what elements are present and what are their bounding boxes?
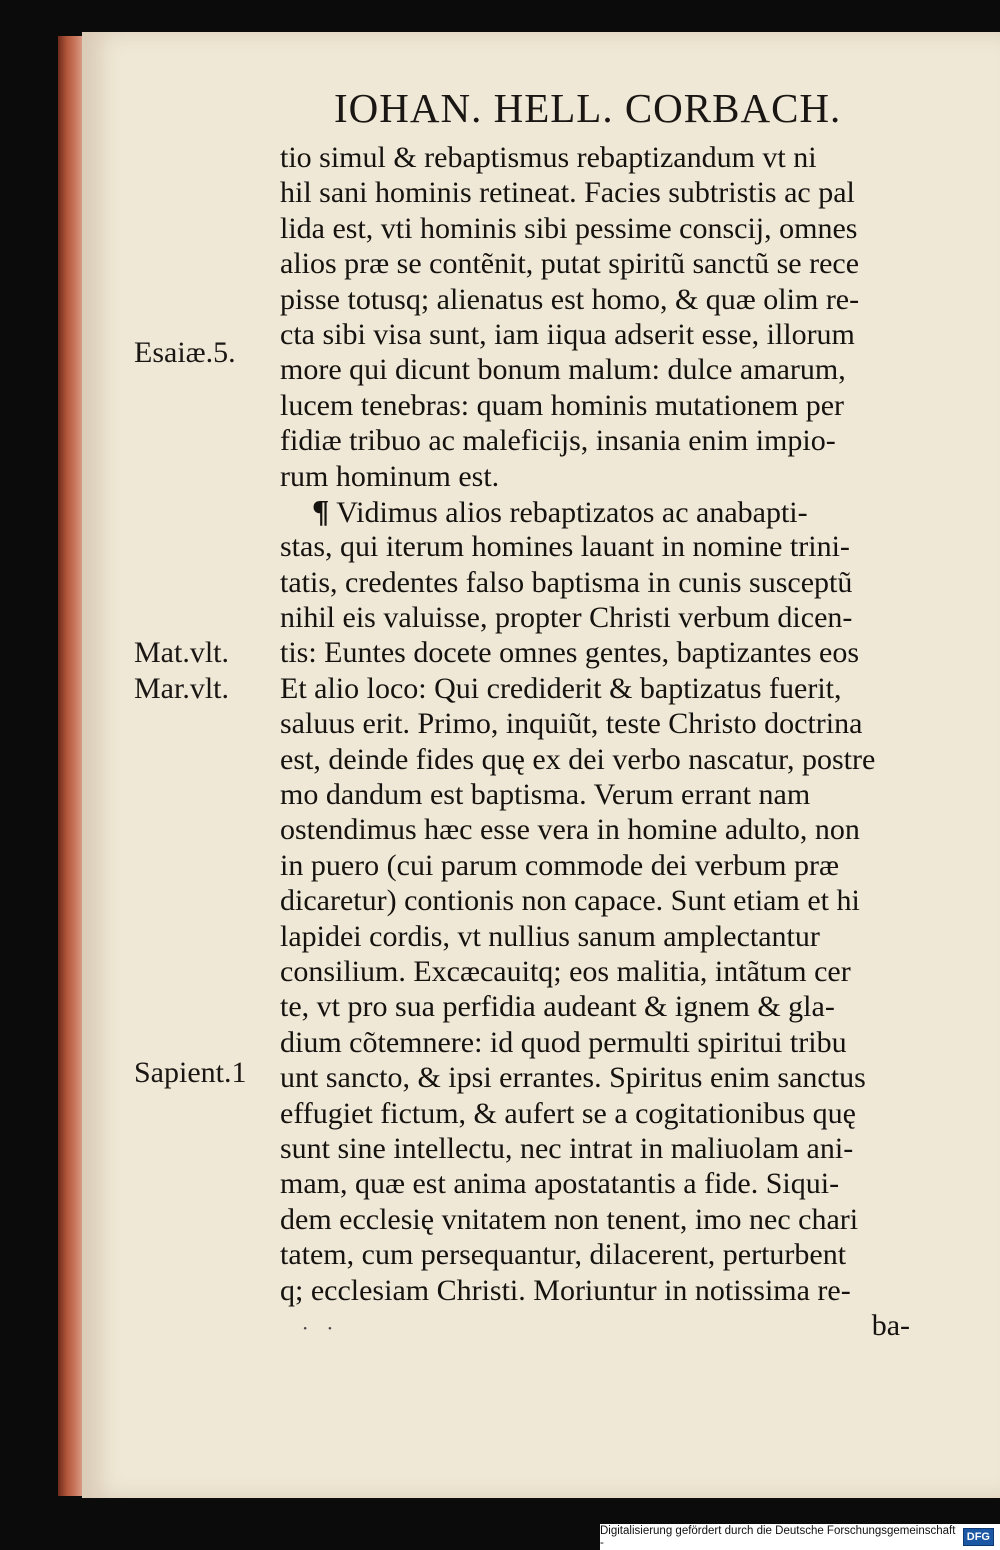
text-line: dium cõtemnere: id quod permulti spiritui tribu [280, 1025, 847, 1059]
text-line: lida est, vti hominis sibi pessime conscij, omnes [280, 211, 858, 245]
footer-bar [600, 1524, 1000, 1550]
text-line: tatis, credentes falso baptisma in cunis susceptũ [280, 565, 853, 599]
text-line: dicaretur) contionis non capace. Sunt etiam et hi [280, 884, 860, 918]
body-text [280, 140, 940, 1343]
text-line: hil sani hominis retineat. Facies subtristis ac pal [280, 176, 855, 210]
text-line: est, deinde fides quę ex dei verbo nascatur, postre [280, 742, 876, 776]
text-line: te, vt pro sua perfidia audeant & ignem & gla- [280, 990, 835, 1024]
text-line-paragraph-start [280, 494, 940, 529]
text-line: cta sibi visa sunt, iam iiqua adserit esse, illorum [280, 317, 855, 351]
margin-note-mat: Mat.vlt. [134, 636, 229, 669]
text-line: sunt sine intellectu, nec intrat in maliuolam ani- [280, 1131, 854, 1165]
text-line: mam, quæ est anima apostatantis a fide. Siqui- [280, 1167, 840, 1201]
text-line: more qui dicunt bonum malum: dulce amarum, [280, 353, 846, 387]
text-line: unt sancto, & ipsi errantes. Spiritus enim sanctus [280, 1061, 866, 1095]
catchword: ba- [871, 1308, 910, 1342]
text-line: alios præ se contẽnit, putat spiritũ sanctũ se rece [280, 247, 860, 281]
text-line: lapidei cordis, vt nullius sanum amplectantur [280, 919, 820, 953]
text-line: q; ecclesiam Christi. Moriuntur in notissima re- [280, 1273, 851, 1307]
text-line: mo dandum est baptisma. Verum errant nam [280, 778, 811, 812]
funding-credit: Digitalisierung gefördert durch die Deutsche Forschungsgemeinschaft - [600, 1525, 956, 1549]
text-line: dem ecclesię vnitatem non tenent, imo nec chari [280, 1202, 859, 1236]
text-line: tis: Euntes docete omnes gentes, baptizantes eos [280, 636, 860, 670]
text-line: lucem tenebras: quam hominis mutationem per [280, 388, 845, 422]
margin-note-esaiae: Esaiæ.5. [134, 336, 236, 369]
text-line: nihil eis valuisse, propter Christi verbum dicen- [280, 601, 853, 635]
text-line: ostendimus hæc esse vera in homine adulto, non [280, 813, 860, 847]
margin-note-sapient: Sapient.1 [134, 1056, 247, 1089]
text-line: tio simul & rebaptismus rebaptizandum vt ni [280, 141, 817, 174]
text-line: pisse totusq; alienatus est homo, & quæ olim re- [280, 282, 860, 316]
text-line: Et alio loco: Qui crediderit & baptizatus fuerit, [280, 671, 842, 705]
text-line: consilium. Excæcauitq; eos malitia, intãtum cer [280, 954, 851, 988]
text-line: saluus erit. Primo, inquiũt, teste Christo doctrina [280, 707, 863, 741]
text-line: tatem, cum persequantur, dilacerent, perturbent [280, 1238, 847, 1272]
text-line: rum hominum est. [280, 459, 500, 493]
dfg-logo-icon[interactable]: DFG [963, 1528, 994, 1546]
signature-dots: · · [302, 1316, 340, 1340]
text-line: in puero (cui parum commode dei verbum præ [280, 848, 840, 882]
pilcrow-mark: ¶ [312, 492, 330, 529]
text-line: stas, qui iterum homines lauant in nomine trini- [280, 530, 850, 564]
text-line: fidiæ tribuo ac maleficijs, insania enim impio- [280, 424, 836, 458]
margin-note-mar: Mar.vlt. [134, 672, 229, 705]
text-line: effugiet fictum, & aufert se a cogitationibus quę [280, 1096, 856, 1130]
text-line-content: Vidimus alios rebaptizatos ac anabapti- [336, 495, 808, 529]
running-header: IOHAN. HELL. CORBACH. [334, 85, 842, 131]
